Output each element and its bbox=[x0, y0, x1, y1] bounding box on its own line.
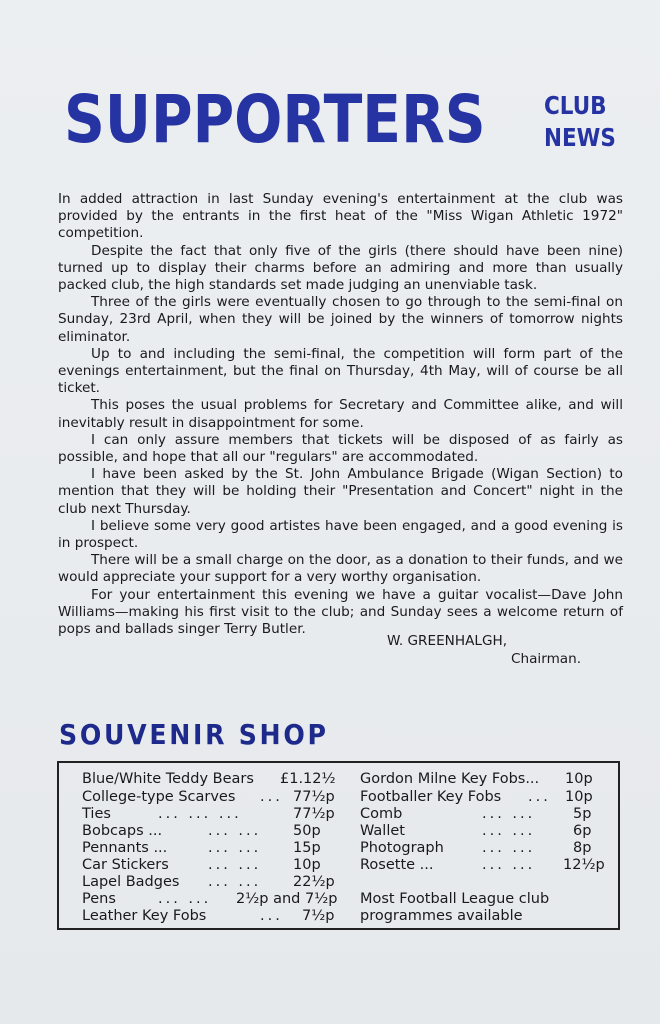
item-name: Comb bbox=[360, 806, 403, 822]
item-dots: ... ... bbox=[482, 823, 536, 839]
article-paragraph: This poses the usual problems for Secretary and Committee alike, and will inevitably result in disappointment for some. bbox=[58, 397, 623, 431]
item-dots: ... ... ... bbox=[158, 806, 242, 822]
shop-item bbox=[82, 857, 321, 874]
item-name: Leather Key Fobs bbox=[82, 908, 207, 924]
programmes-note-line1: Most Football League club bbox=[360, 891, 550, 907]
shop-item bbox=[360, 857, 605, 874]
item-price: 10p bbox=[565, 771, 593, 787]
article-paragraph: Up to and including the semi-final, the competition will form part of the evenings entertainment, but the final on Thursday, 4th May, will of course be all ticket. bbox=[58, 345, 623, 397]
item-dots: ... bbox=[260, 908, 283, 924]
masthead-club: CLUB bbox=[544, 91, 607, 120]
item-name: Lapel Badges bbox=[82, 874, 180, 890]
signature-role: Chairman. bbox=[511, 651, 582, 667]
masthead-title: SUPPORTERS bbox=[64, 81, 486, 158]
item-price: 15p bbox=[293, 840, 321, 856]
item-dots: ... ... bbox=[482, 857, 536, 873]
item-dots: ... ... bbox=[158, 891, 212, 907]
signature-name: W. GREENHALGH, bbox=[387, 633, 508, 649]
shop-item bbox=[360, 771, 593, 788]
shop-item bbox=[360, 789, 593, 806]
shop-item bbox=[360, 823, 592, 840]
item-dots: ... ... bbox=[208, 823, 262, 839]
article-paragraph: I believe some very good artistes have been engaged, and a good evening is in prospect. bbox=[58, 517, 623, 552]
item-name: Blue/White Teddy Bears bbox=[82, 771, 254, 787]
article-body bbox=[58, 191, 623, 638]
item-name: College-type Scarves bbox=[82, 789, 236, 805]
article-paragraph: Three of the girls were eventually chosen to go through to the semi-final on Sunday, 23rd April, when they will be joined by the winners of tomorrow nights eliminator. bbox=[58, 294, 623, 345]
item-price: 12½p bbox=[563, 857, 605, 873]
item-price: £1.12½ bbox=[280, 771, 336, 787]
item-price: 10p bbox=[565, 789, 593, 805]
item-dots: ... ... bbox=[482, 806, 536, 822]
shop-item bbox=[360, 840, 592, 857]
masthead bbox=[64, 81, 624, 164]
item-name: Bobcaps ... bbox=[82, 823, 163, 839]
article-paragraph: In added attraction in last Sunday evening's entertainment at the club was provided by the entrants in the first heat of the "Miss Wigan Athletic 1972" competition. bbox=[58, 191, 623, 242]
item-dots: ... ... bbox=[208, 857, 262, 873]
shop-item bbox=[82, 874, 335, 891]
item-price: 77½p bbox=[293, 789, 335, 805]
shop-item bbox=[82, 771, 336, 788]
shop-item bbox=[82, 806, 335, 823]
item-price: 2½p and 7½p bbox=[236, 891, 338, 907]
item-name: Footballer Key Fobs bbox=[360, 789, 502, 805]
item-name: Ties bbox=[82, 806, 111, 822]
masthead-news: NEWS bbox=[544, 123, 616, 152]
article-paragraph: There will be a small charge on the door, as a donation to their funds, and we would appreciate your support for a very worthy organisation. bbox=[58, 552, 623, 586]
shop-item bbox=[82, 891, 338, 908]
item-price: 77½p bbox=[293, 806, 335, 822]
shop-item bbox=[82, 789, 335, 806]
item-dots: ... ... bbox=[208, 874, 262, 890]
item-price: 50p bbox=[293, 823, 321, 839]
item-dots: ... bbox=[260, 789, 283, 805]
article-paragraph: I have been asked by the St. John Ambulance Brigade (Wigan Section) to mention that they will be holding their "Presentation and Concert" night in the club next Thursday. bbox=[58, 466, 623, 517]
shop-item bbox=[360, 806, 592, 823]
item-name: Photograph bbox=[360, 840, 444, 856]
item-name: Pennants ... bbox=[82, 840, 168, 856]
item-dots: ... bbox=[528, 789, 551, 805]
item-name: Wallet bbox=[360, 823, 405, 839]
item-dots: ... ... bbox=[208, 840, 262, 856]
article-paragraph: Despite the fact that only five of the girls (there should have been nine) turned up to display their charms before an admiring and more than usually packed club, the high standards set made judging an unenviable task. bbox=[58, 242, 623, 294]
item-name: Pens bbox=[82, 891, 116, 907]
shop-item bbox=[82, 908, 335, 925]
shop-item bbox=[82, 823, 321, 840]
item-name: Rosette ... bbox=[360, 857, 434, 873]
item-dots: ... ... bbox=[482, 840, 536, 856]
item-price: 6p bbox=[573, 823, 592, 839]
item-price: 8p bbox=[573, 840, 592, 856]
item-name: Gordon Milne Key Fobs... bbox=[360, 771, 540, 787]
item-price: 10p bbox=[293, 857, 321, 873]
shop-item bbox=[82, 840, 321, 857]
article-paragraph: I can only assure members that tickets will be disposed of as fairly as possible, and hope that all our "regulars" are accommodated. bbox=[58, 431, 623, 466]
programmes-note-line2: programmes available bbox=[360, 908, 523, 924]
souvenir-shop-heading: SOUVENIR SHOP bbox=[59, 718, 329, 751]
item-price: 22½p bbox=[293, 874, 335, 890]
article-paragraph: For your entertainment this evening we have a guitar vocalist—Dave John Williams—making his first visit to the club; and Sunday sees a welcome return of pops and ballads singer Terry Butler. bbox=[58, 586, 623, 638]
item-price: 7½p bbox=[302, 908, 335, 924]
item-name: Car Stickers bbox=[82, 857, 169, 873]
item-price: 5p bbox=[573, 806, 592, 822]
